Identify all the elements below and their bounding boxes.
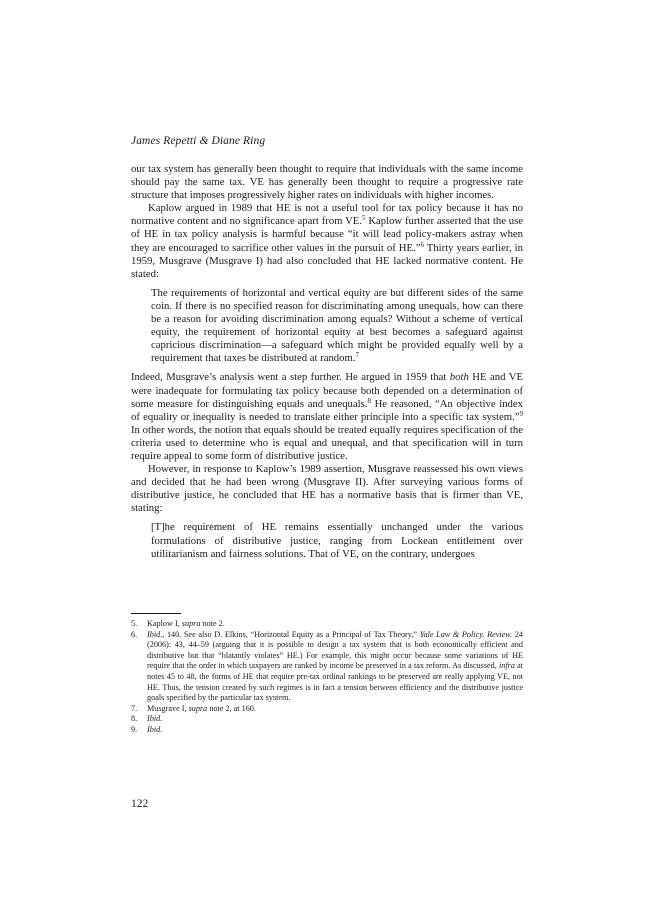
- p3-text-c: He reasoned, “An objective index of equality or inequality is needed to translate either principle into a specific tax system.”: [131, 397, 523, 423]
- fn5-emphasis: supra: [181, 619, 201, 628]
- footnote-text: [147, 725, 523, 736]
- p2-text-b: Kaplow further asserted that the use of HE in tax policy analysis is harmful because “it will lead policy-makers astray when they are encouraged to sacrifice other values in the pursuit of HE.”: [131, 215, 523, 254]
- fn7-text-b: note 2, at 160.: [207, 703, 256, 713]
- footnote-number: 7.: [131, 703, 138, 713]
- page-number: 122: [131, 798, 149, 810]
- block-quote-2: [T]he requirement of HE remains essentially unchanged under the various formulations of distributive justice, ranging from Lockean entitlement over utilitarianism and fairness solutions. That of VE, on the contrary, undergoes: [151, 521, 523, 560]
- fn6-text-a: , 140. See also D. Elkins, “Horizontal Equity as a Principal of Tax Theory,”: [162, 629, 420, 639]
- footnotes: [131, 619, 523, 736]
- footnote-number: 8.: [131, 714, 138, 724]
- footnote-6: [131, 630, 523, 704]
- footnote-ref-6: 6: [420, 240, 424, 249]
- footnote-ref-5: 5: [362, 214, 366, 223]
- fn5-text-a: Kaplow I,: [147, 619, 182, 628]
- p3-text-b: HE and VE were inadequate for formulating tax policy because both depended on a determination of some measure for distinguishing equals and unequals.: [131, 371, 523, 410]
- fn6-emphasis-1: Ibid.: [147, 629, 163, 639]
- p2-text-c: Thirty years earlier, in 1959, Musgrave (Musgrave I) had also concluded that HE lacked normative content. He stated:: [131, 241, 523, 280]
- p3-text-a: Indeed, Musgrave’s analysis went a step further. He argued in 1959 that: [131, 371, 450, 384]
- body-text: [131, 163, 523, 567]
- fn6-text-b: 24 (2006): 43, 44–59 (arguing that it is possible to design a tax system that is both economically efficient and distributive but that “blatantly violates” HE.) For example, this might occur because some variations of HE require that the order in which taxpayers are ranked by income be preserved in a tax reform. As discussed,: [147, 629, 524, 671]
- fn7-emphasis: supra: [188, 703, 208, 713]
- fn6-emphasis-3: infra: [498, 661, 515, 671]
- footnote-text: [147, 619, 523, 630]
- footnote-number: 6.: [131, 629, 138, 639]
- footnote-number: 9.: [131, 724, 138, 734]
- footnote-ref-9: 9: [519, 409, 523, 418]
- footnote-8: [131, 714, 523, 725]
- paragraph-4: However, in response to Kaplow’s 1989 assertion, Musgrave reassessed his own views and decided that he had been wrong (Musgrave II). After surveying various forms of distributive justice, he concluded that HE has a normative basis that is firmer than VE, stating:: [131, 463, 523, 515]
- fn6-text-c: at notes 45 to 48, the forms of HE that require pre-tax ordinal rankings to be preserved are really applying VE, not HE. Thus, the tension created by such regimes is in fact a tension between efficiency and the distributive justice goals specified by the particular tax system.: [147, 661, 523, 703]
- footnote-text: [147, 714, 523, 725]
- paragraph-2: [131, 202, 523, 281]
- footnote-ref-7: 7: [355, 351, 359, 360]
- fn6-emphasis-2: Yale Law & Policy. Review.: [419, 629, 513, 639]
- footnote-5: [131, 619, 523, 630]
- paragraph-1: our tax system has generally been thought to require that individuals with the same income should pay the same tax. VE has generally been thought to require a progressive rate structure that imposes progressively higher rates on individuals with higher incomes.: [131, 163, 523, 202]
- block-quote-1: [151, 287, 523, 366]
- footnote-text: [147, 630, 523, 704]
- paragraph-3: [131, 371, 523, 463]
- fn8-emphasis: Ibid.: [147, 714, 163, 724]
- footnote-divider: [131, 613, 181, 614]
- p3-emphasis: both: [449, 371, 469, 384]
- footnote-9: [131, 725, 523, 736]
- p3-text-d: In other words, the notion that equals should be treated equally requires specification of the criteria used to determine who is equal and unequal, and that specification will in turn require appeal to some form of distributive justice.: [131, 423, 523, 462]
- footnote-text: [147, 704, 523, 715]
- fn7-text-a: Musgrave I,: [147, 703, 189, 713]
- footnote-7: [131, 704, 523, 715]
- fn5-text-b: note 2.: [200, 619, 225, 628]
- fn9-emphasis: Ibid.: [147, 724, 163, 734]
- footnote-ref-8: 8: [367, 396, 371, 405]
- footnote-number: 5.: [131, 619, 138, 628]
- p2-text-a: Kaplow argued in 1989 that HE is not a useful tool for tax policy because it has no normative content and no significance apart from VE.: [131, 202, 523, 228]
- running-head: James Repetti & Diane Ring: [131, 135, 266, 147]
- quote-1-text: The requirements of horizontal and vertical equity are but different sides of the same coin. If there is no specified reason for discriminating among unequals, how can there be a reason for avoiding discrimination among equals? Without a scheme of vertical equity, the requirement of horizontal equity at best becomes a safeguard against capricious discrimination—a safeguard which might be provided equally well by a requirement that taxes be distributed at random.: [151, 286, 523, 365]
